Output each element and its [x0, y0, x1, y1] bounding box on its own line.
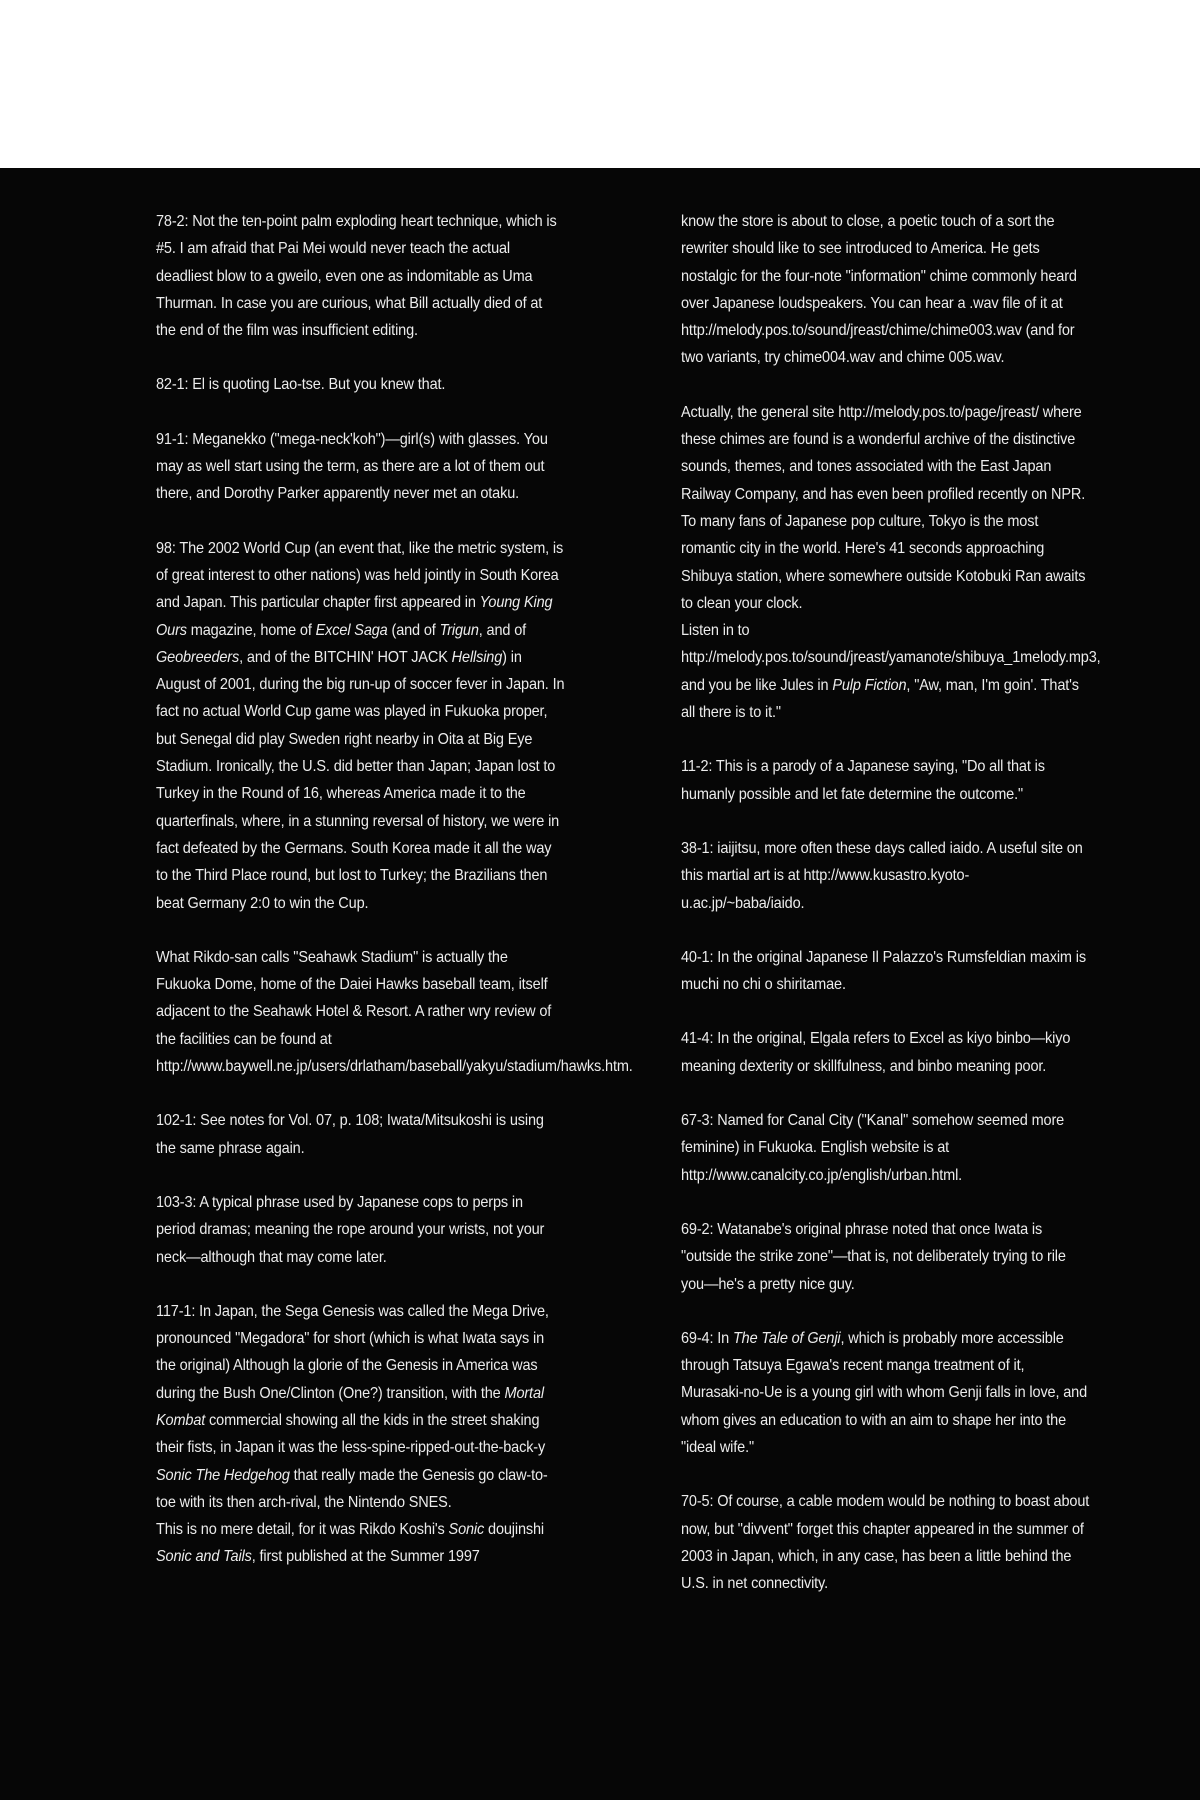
note-text: 40-1: In the original Japanese Il Palazzo's Rumsfeldian maxim is muchi no chi o shiritamae. — [681, 948, 1086, 994]
note-70-5 — [681, 1488, 1090, 1597]
note-text: 69-4: In The Tale of Genji, which is probably more accessible through Tatsuya Egawa's recent manga treatment of it, Murasaki-no-Ue is a young girl with whom Genji falls in love, and whom gives an education to with an aim to shape her into the "ideal wife." — [681, 1329, 1088, 1456]
film-title: Pulp Fiction — [832, 676, 907, 694]
note-103-3 — [156, 1189, 565, 1271]
manga-title: Geobreeders — [156, 648, 240, 666]
note-text: 67-3: Named for Canal City ("Kanal" somehow seemed more feminine) in Fukuoka. English website is at http://www.canalcity.co.jp/english/urban.html. — [681, 1112, 1065, 1184]
manga-title: Hellsing — [451, 648, 503, 666]
notes-panel — [0, 168, 1200, 1800]
note-text: 102-1: See notes for Vol. 07, p. 108; Iwata/Mitsukoshi is using the same phrase again. — [156, 1112, 544, 1157]
note-text: 82-1: El is quoting Lao-tse. But you knew that. — [156, 376, 446, 394]
work-title: Sonic — [448, 1521, 485, 1539]
note-text: 117-1: In Japan, the Sega Genesis was called the Mega Drive, pronounced "Megadora" for short (which is what Iwata says in the original) Although la glorie of the Genesis in America was during the Bush One/Clinton (One?) transition, with the Mortal Kombat commercial showing all the kids in the street shaking their fists, in Japan it was the less-spine-ripped-out-the-back-y Sonic The Hedgehog that really made the Genesis go claw-to-toe with its then arch-rival, the Nintendo SNES. — [156, 1302, 549, 1511]
game-title: Sonic The Hedgehog — [156, 1466, 290, 1484]
note-text: 78-2: Not the ten-point palm exploding heart technique, which is #5. I am afraid that Pai Mei would never teach the actual deadliest blow to a gweilo, even one as indomitable as Uma Thurman. In case you are curious, what Bill actually died of at the end of the film was insufficient editing. — [156, 213, 557, 340]
note-69-2 — [681, 1216, 1090, 1298]
note-melody-site — [681, 399, 1101, 727]
note-text: 91-1: Meganekko ("mega-neck'koh")—girl(s) with glasses. You may as well start using the term, as there are a lot of them out there, and Dorothy Parker apparently never met an otaku. — [156, 430, 548, 503]
note-102-1 — [156, 1107, 565, 1162]
note-11-2 — [681, 753, 1090, 808]
note-text: 70-5: Of course, a cable modem would be nothing to boast about now, but "divvent" forget this chapter appeared in the summer of 2003 in Japan, which, in any case, has been a little behind the U.S. in net connectivity. — [681, 1493, 1090, 1593]
note-chime-continued — [681, 208, 1090, 372]
book-title: The Tale of Genji — [732, 1329, 841, 1347]
note-38-1 — [681, 835, 1090, 917]
note-text: 11-2: This is a parody of a Japanese saying, "Do all that is humanly possible and let fate determine the outcome." — [681, 758, 1045, 803]
manga-title: Trigun — [439, 621, 479, 639]
note-text: 38-1: iaijitsu, more often these days called iaido. A useful site on this martial art is at http://www.kusastro.kyoto-u.ac.jp/~baba/iaido. — [681, 839, 1083, 912]
magazine-title: Young King Ours — [156, 594, 553, 639]
note-67-3 — [681, 1107, 1090, 1189]
manga-title: Excel Saga — [315, 621, 388, 639]
note-text: 41-4: In the original, Elgala refers to Excel as kiyo binbo—kiyo meaning dexterity or skillfulness, and binbo meaning poor. — [681, 1030, 1071, 1075]
note-text: This is no mere detail, for it was Rikdo Koshi's Sonic doujinshi Sonic and Tails, first published at the Summer 1997 — [156, 1521, 545, 1566]
note-82-1 — [156, 371, 565, 398]
right-column — [681, 208, 1101, 1597]
note-text: know the store is about to close, a poetic touch of a sort the rewriter should like to see introduced to America. He gets nostalgic for the four-note "information" chime commonly heard over Japanese loudspeakers. You can hear a .wav file of it at http://melody.pos.to/sound/jreast/chime/chime003.wav (and for two variants, try chime004.wav and chime 005.wav. — [681, 213, 1077, 367]
note-91-1 — [156, 426, 565, 508]
game-title: Mortal Kombat — [156, 1384, 544, 1429]
note-78-2 — [156, 208, 565, 344]
note-41-4 — [681, 1025, 1090, 1080]
note-text: 103-3: A typical phrase used by Japanese cops to perps in period dramas; meaning the rope around your wrists, not your neck—although that may come later. — [156, 1193, 545, 1266]
note-117-1 — [156, 1298, 565, 1571]
note-text: Actually, the general site http://melody.pos.to/page/jreast/ where these chimes are found is a wonderful archive of the distinctive sounds, themes, and tones associated with the East Japan Railway Company, and has even been profiled recently on NPR. To many fans of Japanese pop culture, Tokyo is the most romantic city in the world. Here's 41 seconds approaching Shibuya station, where somewhere outside Kotobuki Ran awaits to clean your clock. — [681, 403, 1086, 612]
work-title: Sonic and Tails — [156, 1548, 252, 1566]
note-40-1 — [681, 944, 1090, 999]
note-98 — [156, 535, 565, 917]
note-text: 98: The 2002 World Cup (an event that, like the metric system, is of great interest to other nations) was held jointly in South Korea and Japan. This particular chapter first appeared in Young King Ours magazine, home of Excel Saga (and of Trigun, and of Geobreeders, and of the BITCHIN' HOT JACK Hellsing) in August of 2001, during the big run-up of soccer fever in Japan. In fact no actual World Cup game was played in Fukuoka proper, but Senegal did play Sweden right nearby in Oita at Big Eye Stadium. Ironically, the U.S. did better than Japan; Japan lost to Turkey in the Round of 16, whereas America made it to the quarterfinals, where, in a stunning reversal of history, we were in fact defeated by the Germans. South Korea made it all the way to the Third Place round, but lost to Turkey; the Brazilians then beat Germany 2:0 to win the Cup. — [156, 539, 565, 912]
note-text: What Rikdo-san calls "Seahawk Stadium" is actually the Fukuoka Dome, home of the Daiei Hawks baseball team, itself adjacent to the Seahawk Hotel & Resort. A rather wry review of the facilities can be found at http://www.baywell.ne.jp/users/drlatham/baseball/yakyu/stadium/hawks.htm. — [156, 948, 633, 1076]
left-column — [156, 208, 633, 1571]
note-text: 69-2: Watanabe's original phrase noted that once Iwata is "outside the strike zone"—that is, not deliberately trying to rile you—he's a pretty nice guy. — [681, 1220, 1066, 1293]
note-69-4 — [681, 1325, 1090, 1461]
top-margin — [0, 0, 1200, 168]
note-seahawk-stadium — [156, 944, 633, 1080]
note-text: Listen in to http://melody.pos.to/sound/jreast/yamanote/shibuya_1melody.mp3, and you be like Jules in Pulp Fiction, "Aw, man, I'm goin'. That's all there is to it." — [681, 622, 1101, 722]
